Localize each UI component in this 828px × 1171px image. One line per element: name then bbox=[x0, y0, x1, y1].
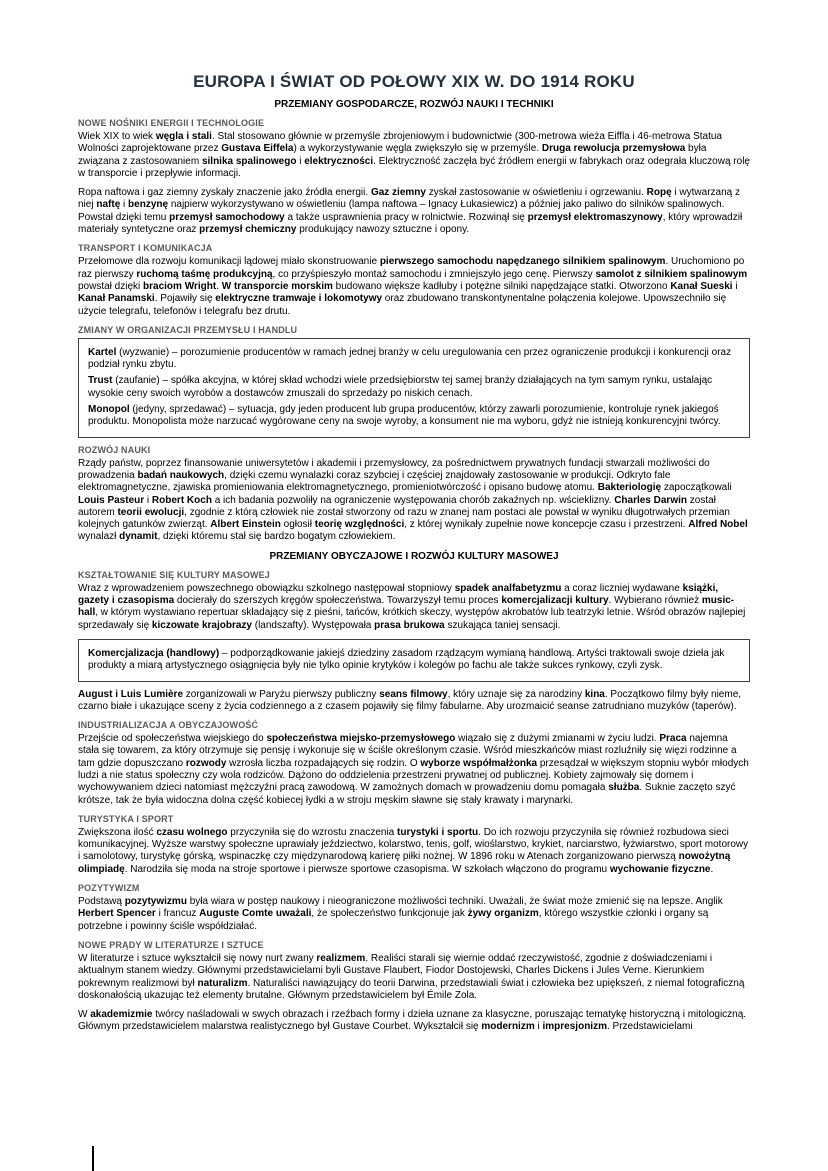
section-heading: INDUSTRIALIZACJA A OBYCZAJOWOŚĆ bbox=[78, 720, 259, 731]
section-heading: TRANSPORT I KOMUNIKACJA bbox=[78, 243, 213, 254]
section-heading: KSZTAŁTOWANIE SIĘ KULTURY MASOWEJ bbox=[78, 569, 270, 580]
box-paragraph: Monopol (jedyny, sprzedawać) – sytuacja, gdy jeden producent lub grupa producentów, którzy zawarli porozumienie, kontroluje rynek jakiegoś produktu. Monopolista może narzucać wygórowane ceny na swoje wyroby, a konsument nie ma wyboru, gdyż nie istnieją konkurencyjni twórcy. bbox=[88, 404, 721, 428]
paragraph: Rządy państw, poprzez finansowanie uniwersytetów i akademii i przemysłowcy, za pośrednictwem prywatnych fundacji stwarzali możliwości do prowadzenia badań naukowych, dzięki czemu wynalazki coraz szybciej i częściej znajdowały zastosowanie w produkcji. Odkryto fale elektromagnetyczne, zjawiska promieniowania elektromagnetycznego, promieniotwórczość i opisano budowę atomu. Bakteriologię zapoczątkowali Louis Pasteur i Robert Koch a ich badania pozwoliły na ograniczenie występowania chorób zakaźnych np. wścieklizny. Charles Darwin został autorem teorii ewolucji, zgodnie z którą człowiek nie został stworzony od razu w znanej nam postaci ale powstał w wyniku długotrwałych przemian kolejnych gatunków zwierząt. Albert Einstein ogłosił teorię względności, z której wynikały zupełnie nowe koncepcje czasu i przestrzeni. Alfred Nobel wynalazł dynamit, dzięki któremu stał się bardzo bogatym człowiekiem. bbox=[78, 457, 748, 543]
paragraph: August i Luis Lumière zorganizowali w Paryżu pierwszy publiczny seans filmowy, który uznaje się za narodziny kina. Początkowo filmy były nieme, czarno białe i ukazujące sceny z życia codziennego a z czasem pojawiły się filmy fabularne. Aby urozmaicić seanse zatrudniano muzyków (taperów). bbox=[78, 688, 742, 712]
section-heading: NOWE PRĄDY W LITERATURZE I SZTUCE bbox=[78, 939, 264, 950]
center-subtitle: PRZEMIANY OBYCZAJOWE I ROZWÓJ KULTURY MASOWEJ bbox=[269, 550, 559, 562]
document-body bbox=[78, 99, 750, 1034]
center-subtitle: PRZEMIANY GOSPODARCZE, ROZWÓJ NAUKI I TECHNIKI bbox=[274, 99, 554, 110]
paragraph: Podstawą pozytywizmu była wiara w postęp naukowy i nieograniczone możliwości techniki. Uważali, że świat może zmienić się na lepsze. Anglik Herbert Spencer i francuz Auguste Comte uważali, że społeczeństwo funkcjonuje jak żywy organizm, którego wszystkie członki i organy są potrzebne i powinny ściśle współdziałać. bbox=[78, 896, 723, 932]
paragraph: Wiek XIX to wiek węgla i stali. Stal stosowano głównie w przemyśle zbrojeniowym i budownictwie (300-metrowa wieża Eiffla i 46-metrowa Statua Wolności zaprojektowane przez Gustava Eiffela) a wykorzystywanie węgla zwiększyło się w przemyśle. Druga rewolucja przemysłowa była związana z zastosowaniem silnika spalinowego i elektryczności. Elektryczność zaczęła być źródłem energii w fabrykach oraz odegrała kluczową rolę w transporcie i przepływie informacji. bbox=[78, 131, 750, 179]
box-paragraph: Komercjalizacja (handlowy) – podporządkowanie jakiejś dziedziny zasadom rządzącym wymianą handlową. Artyści traktowali swoje dzieła jak produkty a miarą artystycznego osiągnięcia były nie tylko opinie krytyków i kolegów po fachu ale także sukces rynkowy, czyli zysk. bbox=[88, 647, 725, 672]
paragraph: Przejście od społeczeństwa wiejskiego do społeczeństwa miejsko-przemysłowego wiązało się z dużymi zmianami w życiu ludzi. Praca najemna stała się towarem, za który otrzymuje się pensję i wykonuje się w ściśle określonym czasie. Wśród mieszkańców miast rozluźniły się więzi rodzinne a tam gdzie dopuszczano rozwody wzrosła liczba rozpadających się rodzin. O wyborze współmałżonka przesądzał w większym stopniu wybór młodych ludzi a nie status społeczny czy wola rodziców. Dążono do oddzielenia przestrzeni prywatnej od publicznej. Kobiety zajmowały się domem i wychowywaniem dzieci natomiast mężczyźni pracą zawodową. W zamożnych domach w prowadzeniu domu pomagała służba. Suknie zaczęto szyć krótsze, tak że była widoczna dolna część kobiecej łydki a w stroju męskim sławne się stały krawaty i marynarki. bbox=[78, 733, 749, 806]
paragraph: Ropa naftowa i gaz ziemny zyskały znaczenie jako źródła energii. Gaz ziemny zyskał zastosowanie w oświetleniu i ogrzewaniu. Ropę i wytwarzaną z niej naftę i benzynę najpierw wykorzystywano w oświetleniu (lampa naftowa – Ignacy Łukasiewicz) a później jako paliwo do silników spalinowych. Powstał dzięki temu przemysł samochodowy a także usprawnienia pracy w rolnictwie. Rozwinął się przemysł elektromaszynowy, który wprowadził materiały syntetyczne oraz przemysł chemiczny produkujący nawozy sztuczne i opony. bbox=[78, 187, 743, 236]
paragraph: Zwiększona ilość czasu wolnego przyczyniła się do wzrostu znaczenia turystyki i sportu. Do ich rozwoju przyczyniła się również rozbudowa sieci komunikacyjnej. Wyższe warstwy społeczne uprawiały jeździectwo, kolarstwo, tenis, golf, wioślarstwo, krykiet, narciarstwo, łyżwiarstwo, sport motorowy i samolotowy, turystykę górską, wspinaczkę czy międzynarodową karierę piłki nożnej. W 1896 roku w Atenach zorganizowano pierwszą nowożytną olimpiadę. Narodziła się moda na stroje sportowe i pierwsze sportowe czasopisma. W szkołach włączono do programu wychowanie fizyczne. bbox=[78, 826, 749, 875]
box-paragraph: Trust (zaufanie) – spółka akcyjna, w której skład wchodzi wiele przedsiębiorstw tej samej branży działających na tym samym rynku, ustalając wysokie ceny swoich wyrobów a dostawców zmuszali do sprzedaży po niskich cenach. bbox=[88, 375, 713, 399]
section-heading: NOWE NOŚNIKI ENERGII I TECHNOLOGIE bbox=[78, 118, 265, 128]
definition-box bbox=[78, 338, 750, 438]
paragraph: W literaturze i sztuce wykształcił się nowy nurt zwany realizmem. Realiści starali się wiernie oddać rzeczywistość, zgodnie z doświadczeniami i aktualnym stanem wiedzy. Głównymi przedstawicielami byli Gustave Flaubert, Fiodor Dostojewski, Charles Dickens i Jules Verne. Kierunkiem pokrewnym realizmowi był naturalizm. Naturaliści nawiązujący do teorii Darwina, przedstawiali świat i człowieka bez upiększeń, z niemal fotograficzną doskonałością ukazując też elementy brutalne. Głównym przedstawicielem był Émile Zola. bbox=[78, 952, 745, 1001]
section-heading: ZMIANY W ORGANIZACJI PRZEMYSŁU I HANDLU bbox=[78, 324, 298, 335]
section-heading: POZYTYWIZM bbox=[78, 883, 140, 894]
paragraph: W akademizmie twórcy naśladowali w swych obrazach i rzeźbach formy i dzieła uznane za klasyczne, poruszając tematykę historyczną i mitologiczną. Głównym przedstawicielem malarstwa realistycznego był Gustave Courbet. Wykształcił się modernizm i impresjonizm. Przedstawicielami bbox=[78, 1009, 747, 1033]
document-title: EUROPA I ŚWIAT OD POŁOWY XIX W. DO 1914 ROKU bbox=[193, 72, 635, 91]
paragraph: Wraz z wprowadzeniem powszechnego obowiązku szkolnego następował stopniowy spadek analfabetyzmu a coraz liczniej wydawane książki, gazety i czasopisma docierały do szerszych kręgów społeczeństwa. Towarzyszył temu proces komercjalizacji kultury. Wybierano również music-hall, w którym wystawiano repertuar składający się z pieśni, tańców, krótkich skeczy, występów akrobatów lub teatrzyki letnie. Wśród obrazów najlepiej sprzedawały się kiczowate krajobrazy (landszafty). Występowała prasa brukowa szukająca taniej sensacji. bbox=[78, 582, 746, 631]
section-heading: ROZWÓJ NAUKI bbox=[78, 444, 151, 455]
paragraph: Przełomowe dla rozwoju komunikacji lądowej miało skonstruowanie pierwszego samochodu napędzanego silnikiem spalinowym. Uruchomiono po raz pierwszy ruchomą taśmę produkcyjną, co przyśpieszyło montaż samochodu i zmniejszyło jego cenę. Pierwszy samolot z silnikiem spalinowym powstał dzięki braciom Wright. W transporcie morskim budowano większe kadłuby i potężne silniki napędzające statki. Otworzono Kanał Sueski i Kanał Panamski. Pojawiły się elektryczne tramwaje i lokomotywy oraz zbudowano transkontynentalne połączenia kolejowe. Upowszechniło się użycie telegrafu, telefonów i telegrafu bez drutu. bbox=[78, 256, 748, 317]
cutoff-table-border bbox=[92, 1146, 94, 1171]
section-heading: TURYSTYKA I SPORT bbox=[78, 813, 174, 824]
box-paragraph: Kartel (wyzwanie) – porozumienie producentów w ramach jednej branży w celu uregulowania cen przez ograniczenie produkcji i konkurencji oraz podział rynku zbytu. bbox=[88, 346, 732, 371]
definition-box bbox=[78, 639, 750, 682]
